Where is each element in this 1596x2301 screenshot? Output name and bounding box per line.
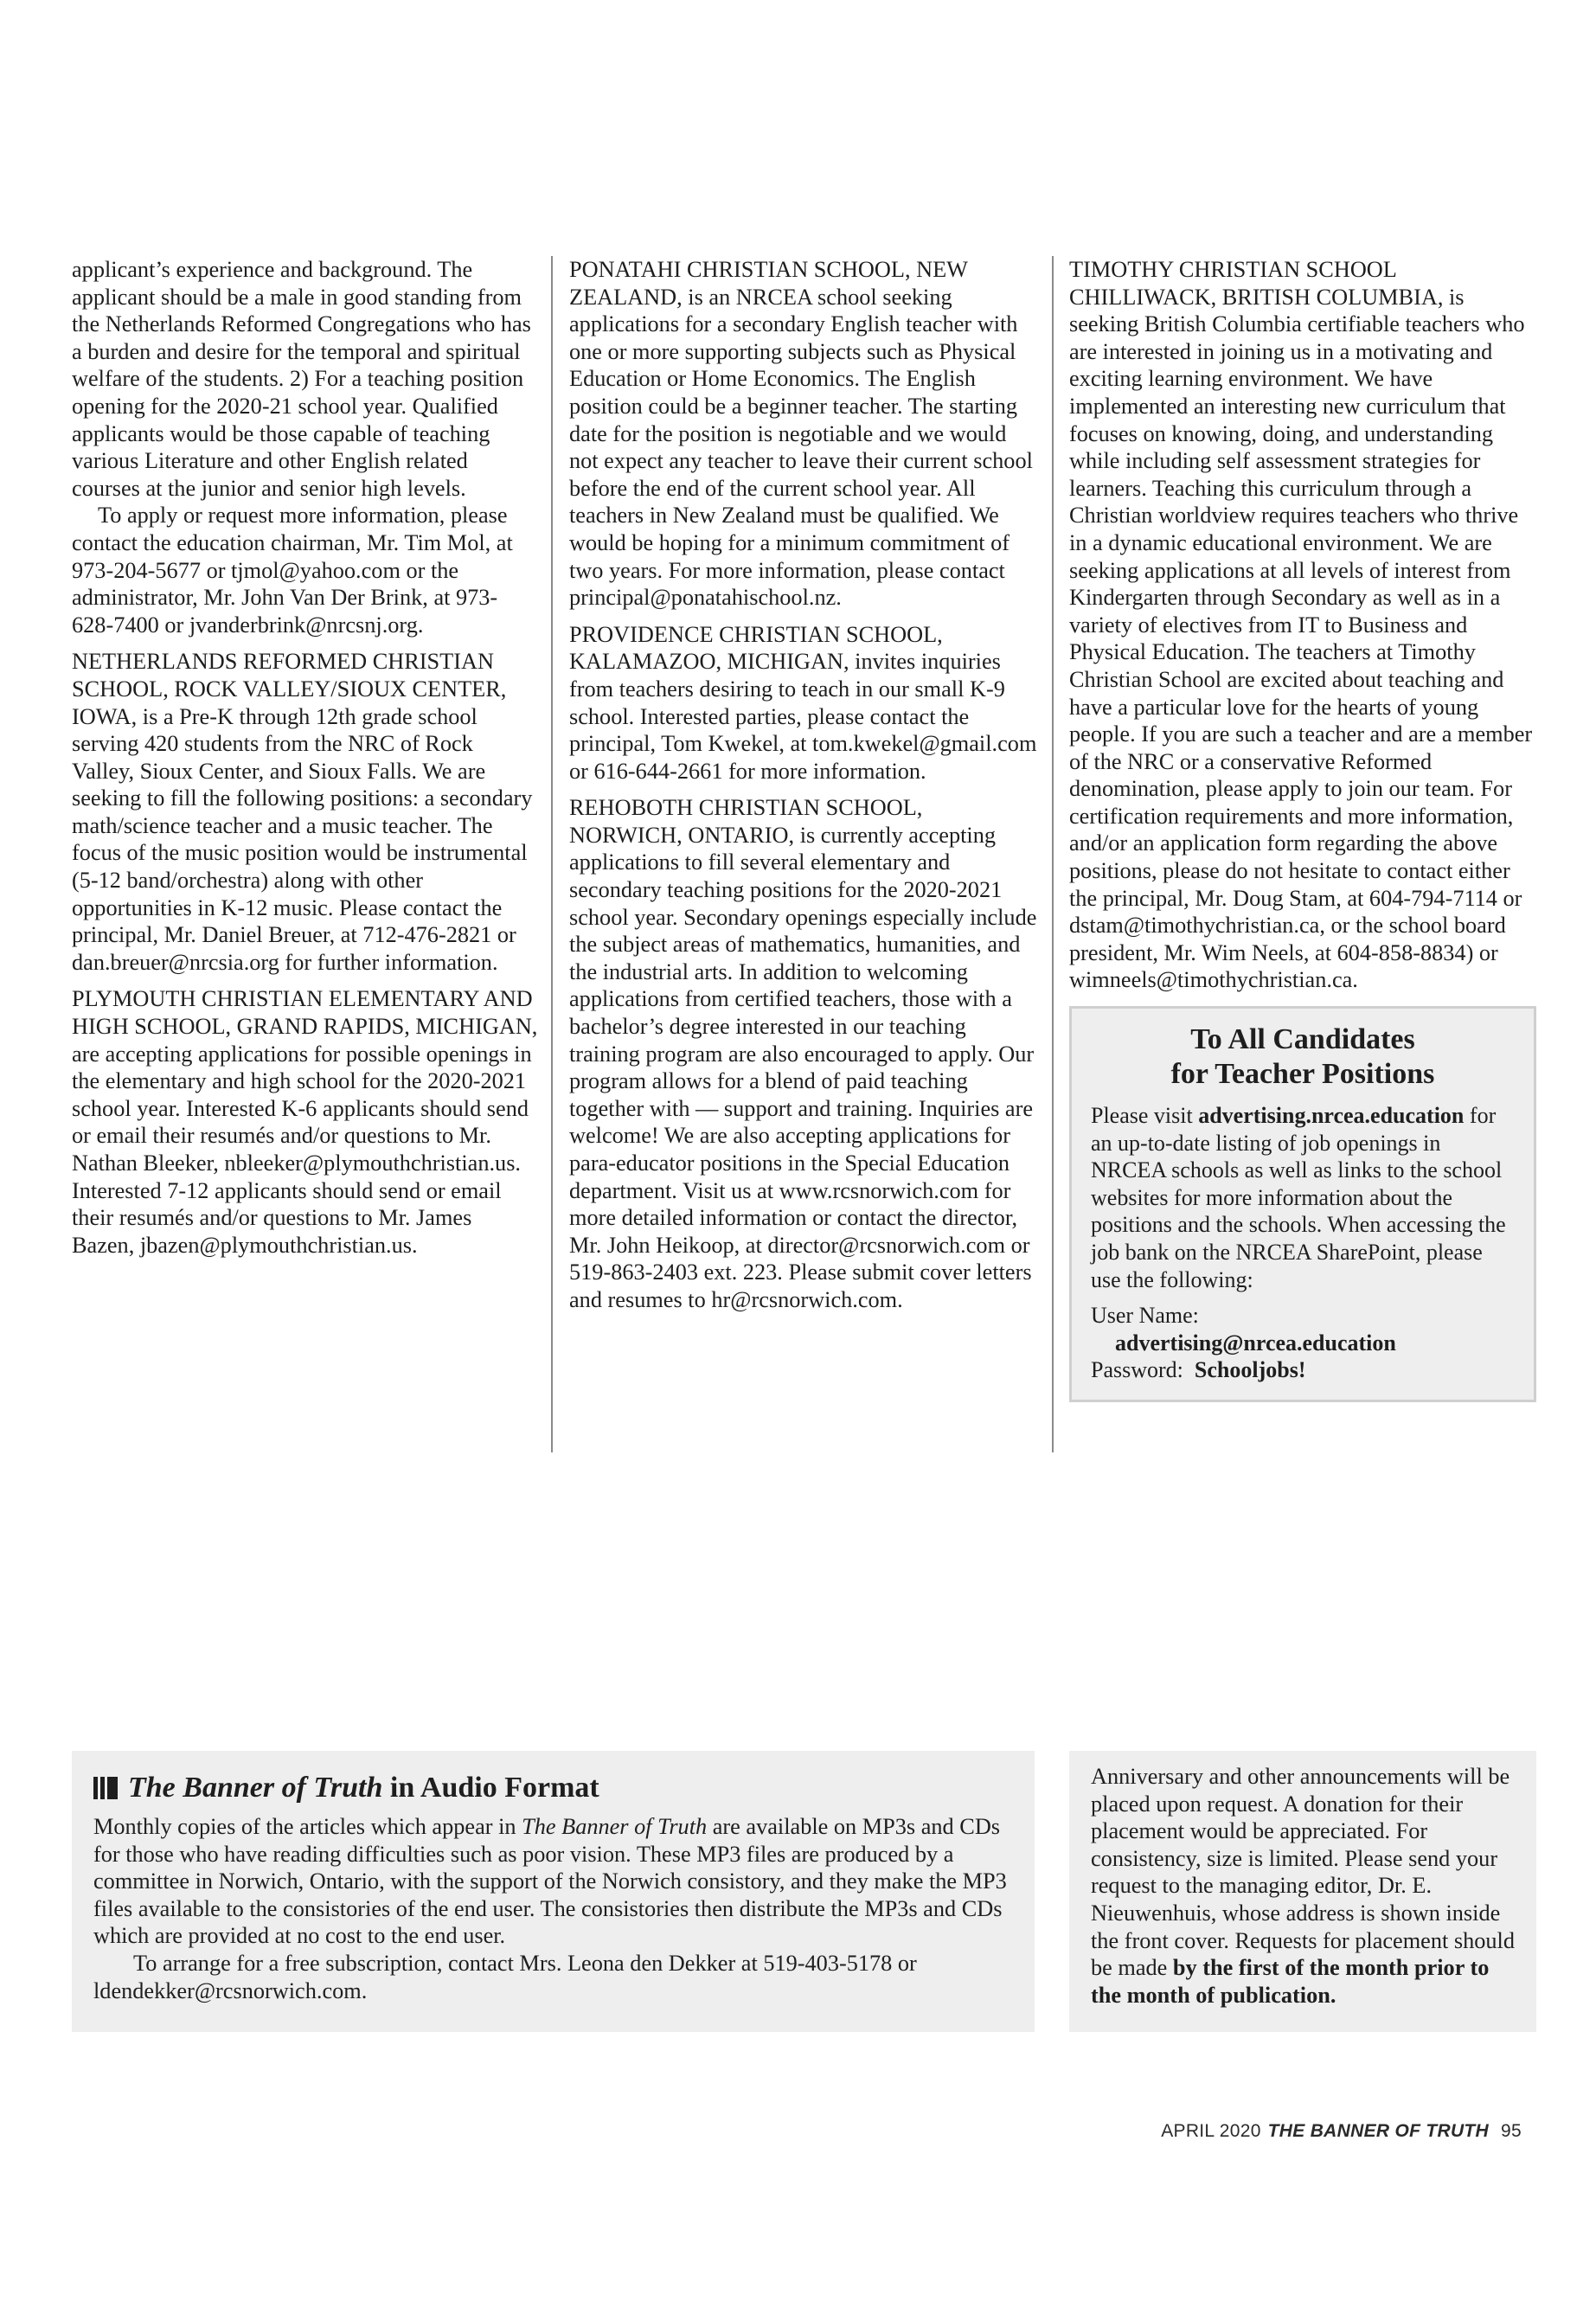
ad-contact-paragraph: To apply or request more information, please contact the education chairman, Mr. Tim Mol, at 973-204-5677 or tjmol@yahoo.com or the administrator, Mr. John Van Der Brink, at 973-628-7400 or jvanderbrink@nrcsnj.org.	[72, 503, 513, 638]
announcements-text: Anniversary and other announcements will be placed upon request. A donation for their placement would be appreciated. For consistency, size is limited. Please send your request to the managing editor, Dr. E. Nieuwenhuis, whose address is shown inside the front cover. Requests for placement should be made by the first of the month prior to the month of publication.	[1091, 1764, 1516, 2008]
ad-ponatahi-christian: PONATAHI CHRISTIAN SCHOOL, NEW ZEALAND, is an NRCEA school seeking applications for a secondary English teacher with one or more supporting subjects such as Physical Education or Home Economics. The English position could be a beginner teacher. The starting date for the position is negotiable and we would not expect any teacher to leave their current school before the end of the current school year. All teachers in New Zealand must be qualified. We would be hoping for a minimum commitment of two years. For more information, please contact principal@ponatahischool.nz.	[569, 257, 1033, 611]
password-line: Password: Schooljobs!	[1091, 1357, 1306, 1383]
audio-format-box	[72, 1751, 1035, 2032]
announcements-box	[1069, 1751, 1536, 2032]
issue-date: APRIL 2020	[1161, 2121, 1261, 2141]
ad-text-continued: applicant’s experience and background. The applicant should be a male in good standing from the Netherlands Reformed Congregations who has a burden and desire for the temporal and spiritual welfare of the students. 2) For a teaching position opening for the 2020-21 school year. Qualified applicants would be those capable of teaching various Literature and other English related courses at the junior and senior high levels.	[72, 257, 531, 501]
column-divider	[551, 256, 553, 1452]
username-value: advertising@nrcea.education	[1115, 1330, 1396, 1356]
ads-column-2	[569, 256, 1040, 1314]
candidates-box-title: To All Candidates for Teacher Positions	[1170, 1023, 1435, 1091]
ad-netherlands-reformed: NETHERLANDS REFORMED CHRISTIAN SCHOOL, ROCK VALLEY/SIOUX CENTER, IOWA, is a Pre-K through 12th grade school serving 420 students from the NRC of Rock Valley, Sioux Center, and Sioux Falls. We are seeking to fill the following positions: a secondary math/science teacher and a music teacher. The focus of the music position would be instrumental (5-12 band/orchestra) along with other opportunities in K-12 music. Please contact the principal, Mr. Daniel Breuer, at 712-476-2821 or dan.breuer@nrcsia.org for further information.	[72, 649, 533, 975]
ads-column-3	[1069, 256, 1536, 1402]
username-label: User Name:	[1091, 1303, 1199, 1329]
job-bank-link[interactable]: advertising.nrcea.education	[1198, 1103, 1465, 1129]
candidates-box-text: Please visit advertising.nrcea.education for an up-to-date listing of job openings in NRCEA schools as well as links to the school websites for more information about the positions and the schools. When accessing the job bank on the NRCEA SharePoint, please use the following:	[1091, 1103, 1506, 1292]
page-footer	[1161, 2121, 1522, 2142]
audio-bars-icon	[93, 1777, 118, 1799]
audio-box-title: The Banner of Truth in Audio Format	[93, 1770, 1019, 1806]
ad-timothy-christian: TIMOTHY CHRISTIAN SCHOOL CHILLIWACK, BRITISH COLUMBIA, is seeking British Columbia certifiable teachers who are interested in joining us in a motivating and exciting learning environment. We have implemented an interesting new curriculum that focuses on knowing, doing, and understanding while including self assessment strategies for learners. Teaching this curriculum through a Christian worldview requires teachers who thrive in a dynamic educational environment. We are seeking applications at all levels of interest from Kindergarten through Secondary as well as in a variety of electives from IT to Business and Physical Education. The teachers at Timothy Christian School are excited about teaching and have a particular love for the hearts of young people. If you are such a teacher and are a member of the NRC or a conservative Reformed denomination, please apply to join our team. For certification requirements and more information, and/or an application form regarding the above positions, please do not hesitate to contact either the principal, Mr. Doug Stam, at 604-794-7114 or dstam@timothychristian.ca, or the school board president, Mr. Wim Neels, at 604-858-8834) or wimneels@timothychristian.ca.	[1069, 257, 1533, 993]
ad-plymouth-christian: PLYMOUTH CHRISTIAN ELEMENTARY AND HIGH SCHOOL, GRAND RAPIDS, MICHIGAN, are accepting applications for possible openings in the elementary and high school for the 2020-2021 school year. Interested K-6 applicants should send or email their resumés and/or questions to Mr. Nathan Bleeker, nbleeker@plymouthchristian.us. Interested 7-12 applicants should send or email their resumés and/or questions to Mr. James Bazen, jbazen@plymouthchristian.us.	[72, 986, 538, 1258]
column-divider	[1052, 256, 1054, 1452]
ad-rehoboth-christian: REHOBOTH CHRISTIAN SCHOOL, NORWICH, ONTARIO, is currently accepting applications to fill several elementary and secondary teaching positions for the 2020-2021 school year. Secondary openings especially include the subject areas of mathematics, humanities, and the industrial arts. In addition to welcoming applications from certified teachers, those with a bachelor’s degree interested in our teaching training program are also encouraged to apply. Our program allows for a blend of paid teaching together with — support and training. Inquiries are welcome! We are also accepting applications for para-educator positions in the Special Education department. Visit us at www.rcsnorwich.com for more detailed information or contact the director, Mr. John Heikoop, at director@rcsnorwich.com or 519-863-2403 ext. 223. Please submit cover letters and resumes to hr@rcsnorwich.com.	[569, 795, 1037, 1312]
page-number: 95	[1501, 2121, 1522, 2141]
magazine-title: THE BANNER OF TRUTH	[1267, 2121, 1490, 2141]
ads-column-1	[72, 256, 539, 1259]
audio-box-description: Monthly copies of the articles which appear in The Banner of Truth are available on MP3s and CDs for those who have reading difficulties such as poor vision. These MP3 files are produced by a committee in Norwich, Ontario, with the support of the Norwich consistory, and they make the MP3 files available to the consistories of the end user. The consistories then distribute the MP3s and CDs which are provided at no cost to the end user.	[93, 1814, 1007, 1949]
password-value: Schooljobs!	[1194, 1357, 1306, 1383]
ad-providence-christian: PROVIDENCE CHRISTIAN SCHOOL, KALAMAZOO, MICHIGAN, invites inquiries from teachers desiring to teach in our small K-9 school. Interested parties, please contact the principal, Tom Kwekel, at tom.kwekel@gmail.com or 616-644-2661 for more information.	[569, 621, 1037, 784]
audio-box-subscription: To arrange for a free subscription, contact Mrs. Leona den Dekker at 519-403-5178 or ldendekker@rcsnorwich.com.	[93, 1950, 917, 2003]
candidates-info-box	[1069, 1006, 1536, 1402]
